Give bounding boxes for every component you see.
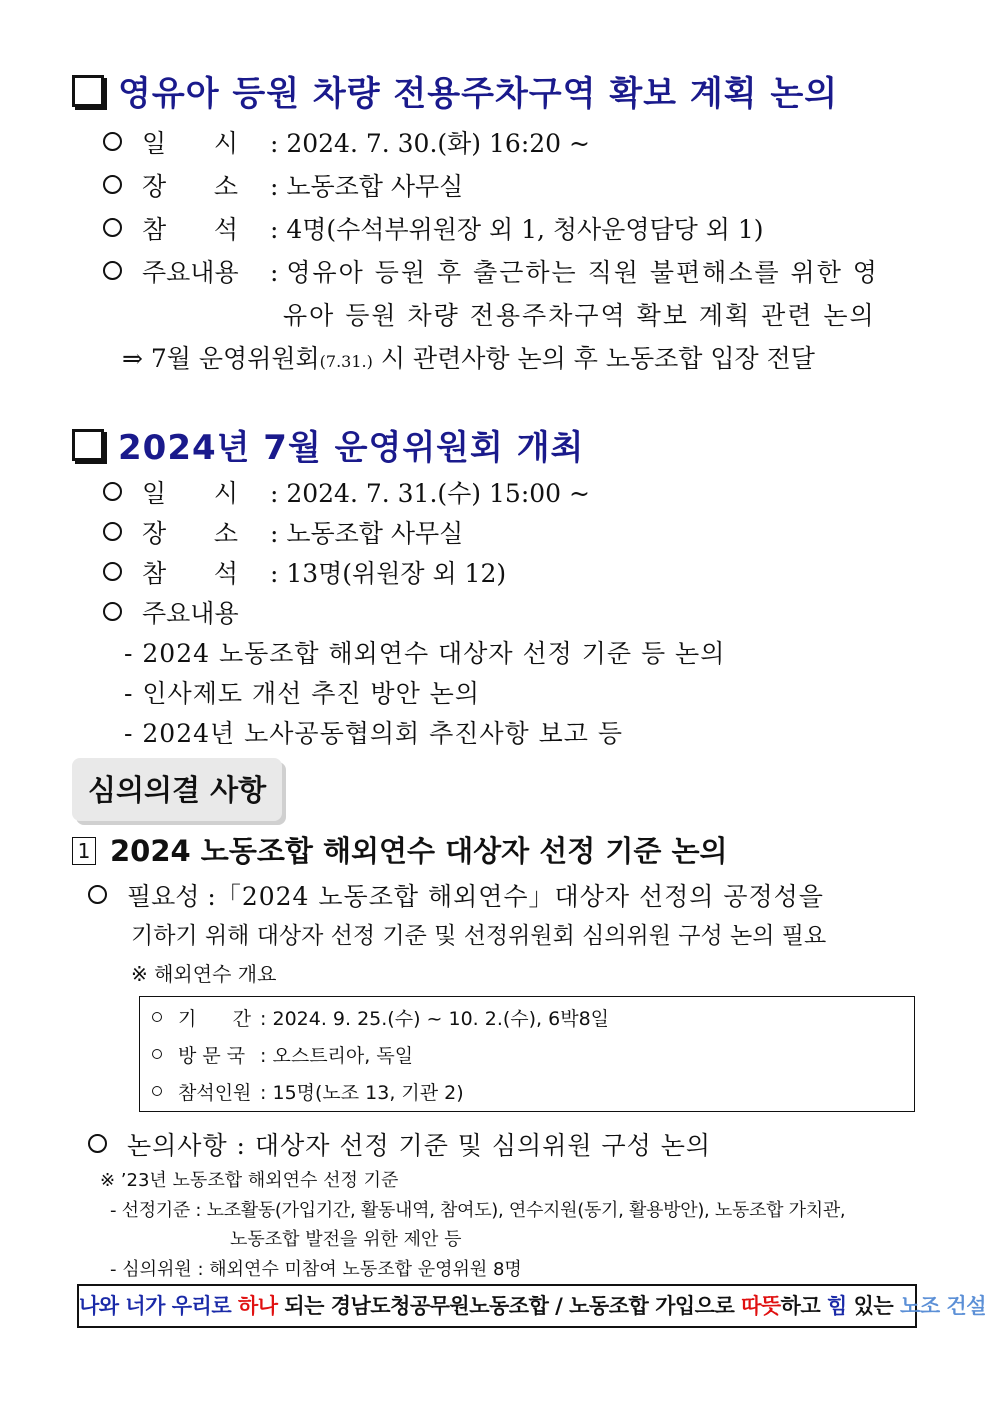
necessity-label: 필요성 : [127, 882, 216, 911]
s2-detail-1: - 2024 노동조합 해외연수 대상자 선정 기준 등 논의 [124, 639, 726, 668]
small-circle-bullet-icon [152, 1012, 162, 1022]
circle-bullet-icon [103, 218, 122, 237]
s2-row-attendees: 참 석 : 13명(위원장 외 12) [103, 554, 506, 590]
row-label: 장 소 [142, 172, 238, 201]
ov-label: 방 문 국 [178, 1045, 246, 1067]
s2-row-content [103, 594, 239, 630]
small-circle-bullet-icon [152, 1086, 162, 1096]
s2-row-place: 장 소 : 노동조합 사무실 [103, 514, 463, 550]
row-label: 참 석 [142, 215, 238, 244]
circle-bullet-icon [103, 522, 122, 541]
slogan-part7: 있는 [846, 1294, 901, 1318]
row-label: 일 시 [142, 479, 238, 508]
row-value: 13명(위원장 외 12) [286, 559, 507, 588]
deliberation-item-heading [72, 829, 728, 870]
s1-content-continuation: 유아 등원 차량 전용주차구역 확보 계획 관련 논의 [283, 301, 876, 330]
discussion-row [88, 1126, 711, 1162]
s2-detail-3: - 2024년 노사공동협의회 추진사항 보고 등 [124, 719, 624, 748]
result-post: 시 관련사항 논의 후 노동조합 입장 전달 [372, 344, 815, 373]
slogan-part2: 하나 [237, 1294, 278, 1318]
row-value: 노동조합 사무실 [286, 172, 464, 201]
s2-detail-2: - 인사제도 개선 추진 방안 논의 [124, 679, 480, 708]
circle-bullet-icon [103, 482, 122, 501]
small-circle-bullet-icon [152, 1049, 162, 1059]
circle-bullet-icon [103, 602, 122, 621]
circle-bullet-icon [88, 1134, 107, 1153]
section1-heading [72, 66, 838, 115]
s1-row-datetime: 일 시 : 2024. 7. 30.(화) 16:20 ~ [103, 124, 590, 160]
slogan-part4: 따뜻 [741, 1294, 781, 1318]
row-label: 참 석 [142, 559, 238, 588]
ov-value: 2024. 9. 25.(수) ~ 10. 2.(수), 6박8일 [272, 1008, 610, 1030]
necessity-line1: 「2024 노동조합 해외연수」대상자 선정의 공정성을 [215, 882, 824, 911]
ov-value: 오스트리아, 독일 [272, 1045, 414, 1067]
footer-slogan [77, 1284, 986, 1328]
section1-title: 영유아 등원 차량 전용주차구역 확보 계획 논의 [118, 74, 839, 114]
slogan-part6: 힘 [827, 1294, 847, 1318]
ov-label: 기 간 [178, 1008, 251, 1030]
circle-bullet-icon [103, 261, 122, 280]
row-label: 주요내용 [142, 258, 239, 287]
row-label: 일 시 [142, 129, 238, 158]
committee-line: - 심의위원 : 해외연수 미참여 노동조합 운영위원 8명 [110, 1259, 522, 1280]
criteria-line2: 노동조합 발전을 위한 제안 등 [230, 1229, 462, 1250]
criteria-line1: - 선정기준 : 노조활동(가입기간, 활동내역, 참여도), 연수지원(동기, 활용방안), 노동조합 가치관, [110, 1200, 846, 1221]
row-value: 2024. 7. 31.(수) 15:00 ~ [286, 479, 590, 508]
row-label: 장 소 [142, 519, 238, 548]
s2-row-datetime: 일 시 : 2024. 7. 31.(수) 15:00 ~ [103, 474, 590, 510]
item-title: 2024 노동조합 해외연수 대상자 선정 기준 논의 [110, 834, 728, 868]
overview-box [139, 996, 915, 1112]
arrow-icon: ⇒ [122, 344, 143, 373]
result-date: (7.31.) [319, 352, 373, 371]
checkbox-square-icon [72, 75, 104, 107]
overview-row-countries: 방 문 국 : 오스트리아, 독일 [152, 1041, 413, 1068]
discussion-text: 논의사항 : 대상자 선정 기준 및 심의위원 구성 논의 [127, 1131, 711, 1160]
ov-label: 참석인원 [178, 1082, 252, 1104]
circle-bullet-icon [103, 132, 122, 151]
section2-title: 2024년 7월 운영위원회 개최 [118, 428, 585, 468]
slogan-part8: 노조 건설 [900, 1294, 986, 1318]
s1-row-place: 장 소 : 노동조합 사무실 [103, 167, 463, 203]
slogan-part1: 나와 너가 우리로 [79, 1294, 238, 1318]
row-value: 노동조합 사무실 [286, 519, 464, 548]
ov-value: 15명(노조 13, 기관 2) [272, 1082, 464, 1104]
deliberation-badge: 심의의결 사항 [72, 758, 282, 821]
row-label: 주요내용 [142, 599, 239, 628]
overview-note: ※ 해외연수 개요 [131, 962, 277, 986]
result-pre: 7월 운영위원회 [150, 344, 320, 373]
criteria-note: ※ ’23년 노동조합 해외연수 선정 기준 [100, 1170, 399, 1191]
circle-bullet-icon [88, 885, 107, 904]
slogan-part3: 되는 경남도청공무원노동조합 / 노동조합 가입으로 [277, 1294, 742, 1318]
row-value: 영유아 등원 후 출근하는 직원 불편해소를 위한 영 [286, 258, 879, 287]
slogan-part5: 하고 [780, 1294, 828, 1318]
circle-bullet-icon [103, 562, 122, 581]
row-value: 2024. 7. 30.(화) 16:20 ~ [286, 129, 590, 158]
row-value: 4명(수석부위원장 외 1, 청사운영담당 외 1) [286, 215, 764, 244]
necessity-line2: 기하기 위해 대상자 선정 기준 및 선정위원회 심의위원 구성 논의 필요 [131, 923, 827, 949]
overview-row-participants: 참석인원 : 15명(노조 13, 기관 2) [152, 1078, 464, 1105]
s1-row-attendees: 참 석 : 4명(수석부위원장 외 1, 청사운영담당 외 1) [103, 210, 763, 246]
s1-row-content: 주요내용 : 영유아 등원 후 출근하는 직원 불편해소를 위한 영 [103, 253, 879, 289]
section2-heading [72, 420, 584, 469]
checkbox-square-icon [72, 429, 104, 461]
s1-result-line [122, 339, 815, 375]
circle-bullet-icon [103, 175, 122, 194]
overview-row-period: 기 간 : 2024. 9. 25.(수) ~ 10. 2.(수), 6박8일 [152, 1004, 609, 1031]
item-number-box: 1 [72, 837, 96, 865]
necessity-row [88, 877, 824, 913]
